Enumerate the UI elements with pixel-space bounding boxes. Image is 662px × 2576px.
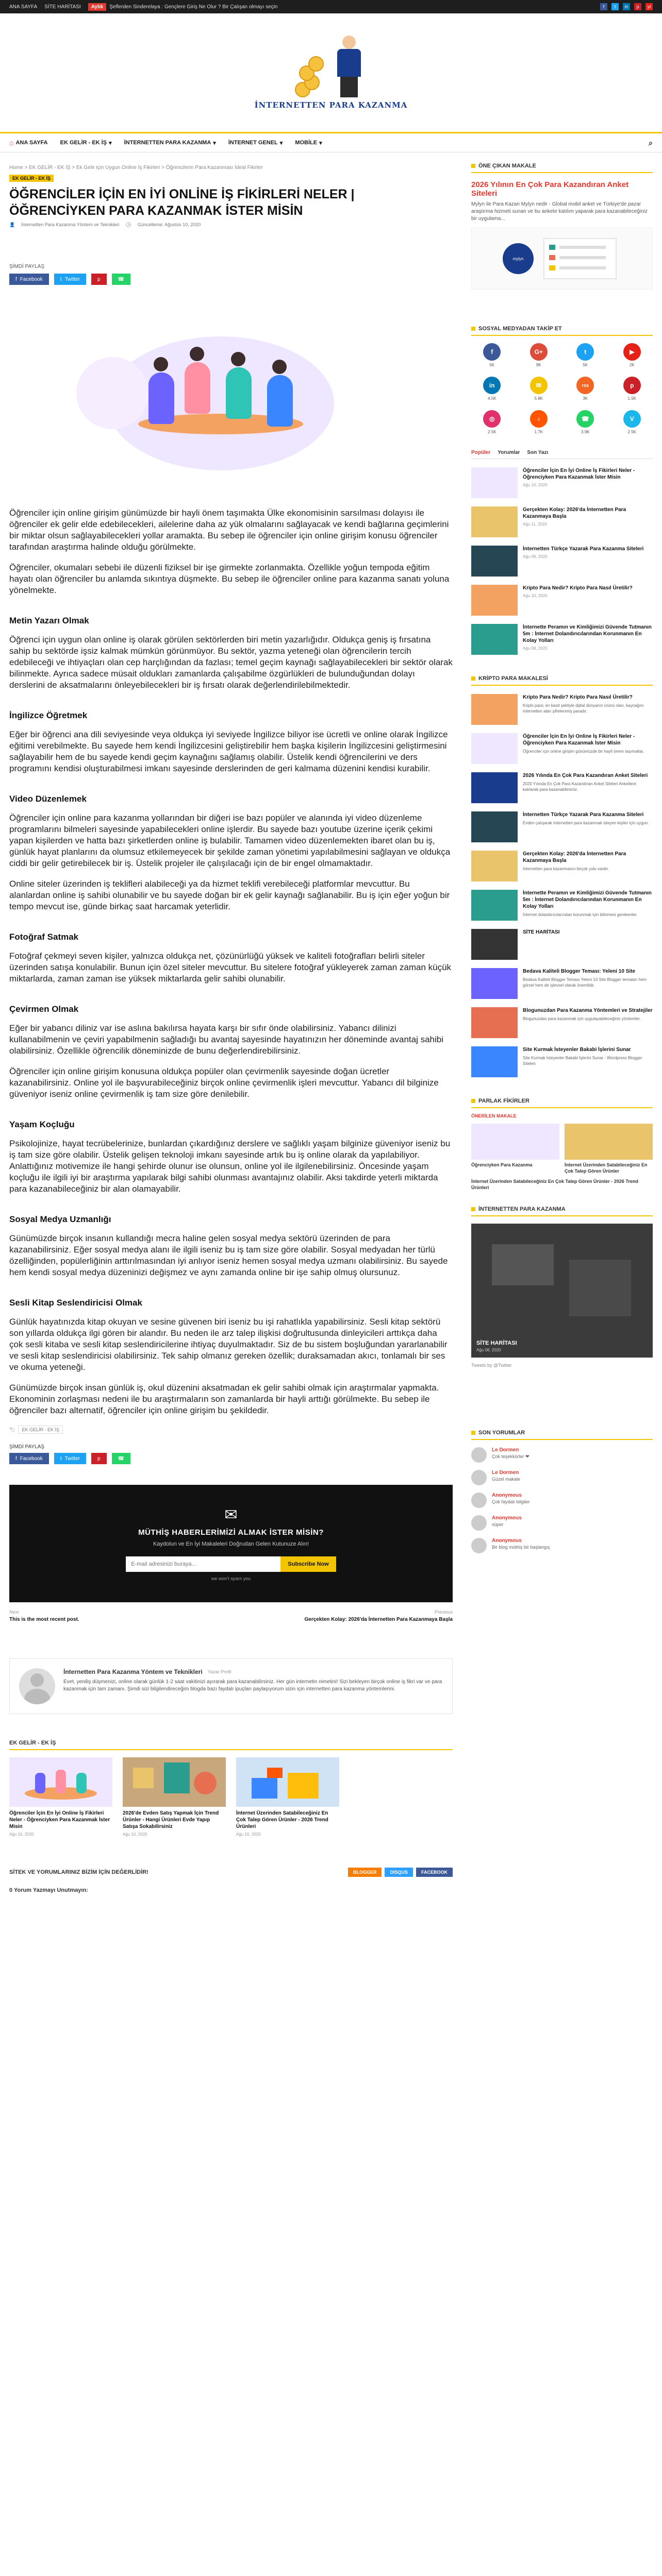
social-counter[interactable] (565, 343, 606, 367)
social-counter[interactable] (565, 377, 606, 401)
next-post-label: Next (9, 1609, 19, 1615)
comment-item[interactable] (471, 1447, 653, 1463)
post-excerpt: Kripto para; en basit şekliyle dijital dünyanın ürünü olan, kaynağını internetten alan şifrelenmiş paradır. (523, 703, 644, 714)
comment-text: Bir blog müthiş bir başlangıç (492, 1545, 551, 1550)
breadcrumb[interactable]: Home > EK GELİR - EK İŞ > Ek Gelir için Uygun Online İş Fikirleri > Öğrencilerin Para Kazanması İdeal Fikirler (9, 165, 263, 171)
section-heading: Sesli Kitap Seslendiricisi Olmak (9, 1298, 142, 1308)
whatsapp-icon: ☎ (118, 276, 124, 282)
envelope-icon: ✉ (224, 1506, 238, 1523)
widget-header (471, 675, 653, 686)
share-buttons-bottom (9, 1453, 453, 1464)
widget-header (471, 1206, 653, 1216)
email-field[interactable] (126, 1556, 280, 1572)
paragraph: Günümüzde birçok insan günlük iş, okul düzenini aksatmadan ek gelir sahibi olmak için araştırmalar yapmakta. Ekonominin zorlaşması nedeni ile bu araştırmaların son zamanlarda bir hayli arttığı görülmekte. Bu sebep ile öğrenciler bazı alternatif, öğrenciler için online girişim bu şekildedir. (9, 1383, 439, 1415)
share-top (9, 264, 453, 269)
featured-caption: SİTE HARİTASI (476, 1340, 517, 1346)
top-bar (0, 0, 662, 13)
post-thumb (471, 968, 518, 999)
comment-author: Anonymous (492, 1515, 522, 1521)
tab-comments[interactable]: Yorumlar (498, 450, 520, 455)
paragraph: Öğrenci için uygun olan online iş olarak görülen sektörlerden biri metin yazarlığıdır. Oldukça geniş iş fırsatına sahip bu sektörde işsiz kalmak mümkün görünmüyor. Bu sektör, yazma yeteneği olan öğrencilerin tercih edebileceği ve ihtiyaçları olan cep harçlığından da fazlası; temel geçim kaynağı sağlayabilecekleri bir sektör olarak bilinmekte. Ayrıca sadece müsait oldukları zamanlarda çalışabilme özgürlükleri de bulunduğundan dolayı derslerini de aksatmalarını önleyebilecekleri bir iş fırsatı olarak değerlendirilebilmektedir. (9, 635, 453, 690)
whatsapp-icon: ☎ (576, 410, 594, 428)
social-counter-grid (471, 343, 653, 434)
comment-system-tabs (348, 1868, 453, 1877)
comment-text: süper (492, 1522, 504, 1527)
post-title: Gerçekten Kolay: 2026'da İnternetten Para Kazanmaya Başla (523, 851, 626, 863)
home-icon: ⌂ (9, 139, 14, 147)
google-plus-icon: G+ (530, 343, 548, 361)
share-label: ŞİMDİ PAYLAŞ (9, 264, 44, 269)
avatar (19, 1668, 55, 1704)
newsletter-form (126, 1556, 336, 1572)
top-link-sitemap[interactable]: SİTE HARİTASI (44, 4, 81, 10)
post-excerpt: İnternet dolandırıcılarından korunmak için bilinmesi gerekenler. (523, 912, 638, 917)
hero-illustration (76, 326, 365, 481)
comment-author: Le Dormen (492, 1447, 519, 1453)
share-facebook-label: Facebook (20, 276, 43, 282)
post-date: Ağu 10, 2020 (523, 483, 548, 487)
tab-blogger[interactable]: BLOGGER (348, 1868, 382, 1877)
list-item[interactable] (471, 968, 653, 999)
social-counter[interactable] (518, 377, 560, 401)
related-card[interactable] (236, 1757, 339, 1837)
post-title: Blogunuzdan Para Kazanma Yöntemleri ve Stratejiler (523, 1008, 653, 1013)
social-counter[interactable] (565, 410, 606, 434)
post-excerpt: İnternetten para kazanmanın birçok yolu vardır. (523, 867, 609, 871)
comment-item[interactable] (471, 1493, 653, 1508)
paragraph: Online siteler üzerinden iş teklifleri alabileceği ya da hizmet teklifi verebileceği platformlar mevcuttur. Bu alanlardan online iş sahibi olunabilir ve bu sayede doğan bir ek gelir kaynağı sağlanabilir. Bu iş için eğer yoğun bir tempo mevcut ise, günde birkaç saat harcamak yeterlidir. (9, 879, 450, 911)
tab-facebook[interactable]: FACEBOOK (416, 1868, 453, 1877)
related-title: 2026'de Evden Satış Yapmak İçin Trend Ürünler - Hangi Ürünleri Evde Yapıp Satışa Sokabilirsiniz (123, 1810, 219, 1829)
comment-text: Çok teşekkürler ❤ (492, 1454, 529, 1459)
newsletter-subtitle: Kaydolun ve En İyi Makaleleri Doğrudan Gelen Kutunuze Alın! (153, 1541, 309, 1547)
avatar (471, 1447, 487, 1463)
social-count: 9K (536, 363, 541, 367)
post-date: Ağu 11, 2020 (523, 522, 548, 527)
social-counter[interactable] (518, 410, 560, 434)
bullet-icon (471, 164, 475, 168)
list-item[interactable] (471, 733, 653, 764)
article-column (9, 152, 453, 1893)
nav-mobile-label: MOBİLE (295, 140, 318, 146)
nav-mobile[interactable] (295, 140, 322, 146)
list-item[interactable] (471, 929, 653, 960)
share-twitter-label: Twitter (64, 276, 80, 282)
tab-popular[interactable]: Popüler (471, 450, 491, 455)
related-card[interactable] (9, 1757, 112, 1837)
widget-header (471, 1098, 653, 1108)
sidebar-tabs (471, 450, 653, 459)
post-date: Ağu 10, 2020 (523, 594, 548, 598)
tag-item[interactable]: EK GELİR - EK İŞ (18, 1426, 63, 1434)
widget-title: SOSYAL MEDYADAN TAKİP ET (478, 326, 562, 332)
section-heading: Fotoğraf Satmak (9, 932, 79, 942)
post-thumb (471, 467, 518, 498)
twitter-icon: t (576, 343, 594, 361)
social-count: 3K (583, 396, 588, 401)
twitter-icon: t (60, 1455, 62, 1462)
social-counter[interactable] (471, 377, 513, 401)
coins-icon (295, 56, 326, 97)
ticker[interactable] (88, 4, 278, 10)
section-heading: Metin Yazarı Olmak (9, 616, 89, 625)
social-counter[interactable] (471, 343, 513, 367)
author-name[interactable]: İnternetten Para Kazanma Yöntem ve Teknikleri (63, 1668, 203, 1675)
featured-card[interactable] (471, 1224, 653, 1358)
post-title: İnternette Peramın ve Kimliğimizi Güvende Tutmanın 5m : İnternet Dolandırıcılarından Korunmanın En Kolay Yolları (523, 890, 652, 909)
comment-item[interactable] (471, 1538, 653, 1553)
featured-article[interactable] (471, 180, 653, 290)
post-author[interactable]: İnternetten Para Kazanma Yöntem ve Teknikleri (21, 222, 120, 227)
paragraph: Günlük hayatınızda kitap okuyan ve sesine güvenen biri iseniz bu işi rahatlıkla yapabilirsiniz. Sesli kitap sektörü son yıllarda oldukça ilgi gören bir alandır. Bu neden ile arz talep ilişkisi doğrultusunda dinleyicileri arttıkça daha çok sesli kitaba ve sesli kitap seslendiricilerine ihtiyaç duyulmaktadır. Siz de bu sistem boşluğundan yararlanabilir ve sesli kitap seslendiricisi olabilirsiniz. Tek sahip olmanız gereken özellik; duraksamadan akıcı, tonlamalı bir ses ve okuma yeteneği. (9, 1317, 448, 1372)
list-item[interactable] (471, 890, 653, 921)
pinterest-icon: p (623, 377, 641, 394)
paragraph: Öğrenciler için online para kazanma yollarından bir diğeri ise bazı popüler ve alanında iyi video düzenleme programlarını bilmeleri sayesinde yapabilecekleri online işlerdir. Bu sayede bazı youtube üzerine içerik çekimi yapan kişilerden ve hatta bazı şirketlerden online iş bulabilir. Tamamen video düzenlemekten ibaret olan bu iş, günlük hayat planlarını da olumsuz etkilemeyecek bir şekilde zaman yönetimi yapılabilmesini sağlayan ve oldukça ciddi bir gelir getirebilecek bir iş. Üstelik projeler ile çalışılacağı için de bir engel olmamaktadır. (9, 813, 451, 868)
previous-post-title: Gerçekten Kolay: 2026'da İnternetten Para Kazanmaya Başla (304, 1617, 453, 1622)
twitter-icon[interactable]: t (611, 3, 619, 10)
paragraph: Eğer bir yabancı diliniz var ise aslına bakılırsa hayata karşı bir sıfır önde olabilirsiniz. Yabancı dilinizi kullanabilmenin ve çeviri yapabilmenin sağladığı bu avantaj sayesinde hayatınızın her döneminde avantaj sahibi olabilirsiniz. Özellikle öğrencilik döneminizde de bunu değerlendirebilirsiniz. (9, 1023, 444, 1056)
social-count: 5K (583, 363, 588, 367)
pinned-caption[interactable]: İnternet Üzerinden Satabileceğiniz En Çok Talep Gören Ürünler - 2026 Trend Ürünleri (471, 1179, 638, 1190)
ticker-label: Aylık (88, 3, 107, 11)
related-header (9, 1740, 453, 1750)
related-title: Öğrenciler İçin En İyi Online İş Fikirleri Neler - Öğrenciyken Para Kazanmak İster Misin (9, 1810, 110, 1829)
share-twitter-button[interactable] (54, 274, 86, 285)
businessman-icon (331, 36, 367, 97)
list-item[interactable] (471, 1007, 653, 1038)
survey-icon (539, 235, 621, 282)
search-icon[interactable]: ⌕ (649, 139, 653, 147)
widget-header (471, 163, 653, 173)
list-item[interactable] (471, 467, 653, 498)
bullet-icon (471, 327, 475, 331)
post-thumb (471, 811, 518, 842)
related-date: Ağu 10, 2020 (123, 1832, 147, 1837)
whatsapp-icon: ☎ (118, 1455, 124, 1462)
facebook-icon[interactable]: f (600, 3, 607, 10)
recent-comments (471, 1447, 653, 1553)
recent-list (471, 694, 653, 1077)
pinned-tab[interactable]: ÖNERİLEN MAKALE (471, 1113, 517, 1118)
vimeo-icon: V (623, 410, 641, 428)
post-thumb (471, 890, 518, 921)
next-post[interactable] (9, 1609, 164, 1622)
pinterest-icon[interactable]: p (634, 3, 641, 10)
pinned-thumb (471, 1124, 559, 1160)
pinned-card[interactable] (471, 1124, 559, 1174)
related-title: İnternet Üzerinden Satabileceğiniz En Çok Talep Gören Ürünler - 2026 Trend Ürünleri (236, 1810, 328, 1829)
bullet-icon (471, 676, 475, 681)
mail-icon: ✉ (530, 377, 548, 394)
top-link-home[interactable]: ANA SAYFA (9, 4, 38, 10)
post-thumb (471, 733, 518, 764)
post-thumb (471, 1046, 518, 1077)
comment-author: Le Dormen (492, 1470, 519, 1476)
main-nav (0, 132, 662, 152)
newsletter-title: MÜTHİŞ HABERLERİMİZİ ALMAK İSTER MİSİN? (138, 1528, 324, 1537)
nav-home-label: ANA SAYFA (15, 140, 48, 146)
popular-list (471, 467, 653, 655)
soundcloud-icon: ♪ (530, 410, 548, 428)
nav-internet[interactable] (228, 140, 283, 146)
comment-author: Anonymous (492, 1493, 522, 1498)
ticker-text: Şeflerden Sinderelaya : Gençlere Giriş Ne Olur ? Bir Çalışan olmayı seçin (109, 4, 278, 10)
tab-disqus[interactable]: DISQUS (385, 1868, 413, 1877)
social-count: 2.5K (488, 430, 496, 434)
article-body (9, 507, 453, 1416)
pinned-title: Öğrenciyken Para Kazanma (471, 1162, 533, 1167)
facebook-icon: f (15, 276, 17, 282)
sidebar (471, 152, 653, 1893)
post-title: SİTE HARİTASI (523, 929, 560, 935)
post-thumb (471, 624, 518, 655)
post-title: Site Kurmak İsteyenler Bakabi İşlerini Sunar (523, 1047, 631, 1053)
post-thumb (471, 585, 518, 616)
page-title: ÖĞRENCİLER İÇİN EN İYİ ONLİNE İŞ FİKİRLERİ NELER | ÖĞRENCİYKEN PARA KAZANMAK İSTER MİSİN (9, 187, 355, 218)
social-count: 4.5K (488, 396, 496, 401)
paragraph: Öğrenciler için online girişim günümüzde bir hayli önem taşımakta Ülke ekonomisinin sarsılması dolayısı ile öğrenciler ek gelir elde edebilecekleri, ailelerine daha az yük olmalarını sağlayacak ve kendi bağlarına geçimlerini bir miktar olsun sağlayabilecekleri yollar aramakta. Bu sebep ile öğrenciler için online girişim konusu öğrenciler tarafından araştırma halinde olduğu görülmekte. (9, 508, 449, 552)
share-whatsapp-button[interactable] (112, 1453, 130, 1464)
post-title: İnternette Peramın ve Kimliğimizi Güvende Tutmanın 5m : İnternet Dolandırıcılarından Korunmanın En Kolay Yolları (523, 624, 652, 643)
pinterest-icon: p (97, 276, 101, 282)
post-thumb (471, 506, 518, 537)
related-thumb (236, 1757, 339, 1807)
nav-extra-income[interactable] (60, 140, 112, 146)
nav-make-money-label: İNTERNETTEN PARA KAZANMA (124, 140, 211, 146)
comment-author: Anonymous (492, 1538, 522, 1544)
facebook-icon: f (15, 1455, 17, 1462)
list-item[interactable] (471, 546, 653, 577)
social-counter[interactable] (611, 410, 653, 434)
post-thumb (471, 929, 518, 960)
share-facebook-label: Facebook (20, 1455, 43, 1462)
post-thumb (471, 694, 518, 725)
social-counter[interactable] (611, 343, 653, 367)
previous-post[interactable] (298, 1609, 453, 1622)
paragraph: Öğrenciler için online girişim konusuna oldukça popüler olan çevirmenlik sayesinde doğan ücretler kazanabilirsiniz. Online yol ile başvurabileceğiniz birçok online çevirmenlik işleri mevcuttur. Yabancı dil bilginize güveniyor iseniz online çevirmenlik iş tam size göre denilebilir. (9, 1066, 439, 1099)
youtube-icon[interactable]: yt (646, 3, 653, 10)
nav-home[interactable] (9, 139, 48, 147)
share-label: ŞİMDİ PAYLAŞ (9, 1444, 44, 1450)
featured-image (471, 1224, 653, 1358)
social-counter[interactable] (471, 410, 513, 434)
post-date: Ağu 08, 2020 (523, 646, 548, 651)
site-header (0, 13, 662, 132)
pinned-row (471, 1124, 653, 1174)
tab-recent[interactable]: Son Yazı (527, 450, 549, 455)
nav-internet-label: İNTERNET GENEL (228, 140, 278, 146)
list-item[interactable] (471, 851, 653, 882)
post-thumb (471, 772, 518, 803)
list-item[interactable] (471, 506, 653, 537)
bullet-icon (471, 1431, 475, 1435)
widget-header (471, 326, 653, 336)
social-count: 1.7K (534, 430, 543, 434)
social-count: 5.8K (534, 396, 543, 401)
comments-header (9, 1868, 453, 1877)
newsletter-box (9, 1485, 453, 1602)
post-date: Güncelleme: Ağustos 10, 2020 (137, 222, 201, 227)
related-date: Ağu 10, 2020 (236, 1832, 261, 1837)
widget-title: PARLAK FİKİRLER (478, 1098, 529, 1104)
post-title: Kripto Para Nedir? Kripto Para Nasıl Üretilir? (523, 585, 633, 591)
social-count: 2.5K (627, 430, 636, 434)
linkedin-icon: in (483, 377, 501, 394)
related-thumb (9, 1757, 112, 1807)
widget-title: SON YORUMLAR (478, 1430, 525, 1436)
share-twitter-button[interactable] (54, 1453, 86, 1464)
list-item[interactable] (471, 624, 653, 655)
comment-text: Çok faydalı bilgiler (492, 1499, 530, 1504)
avatar (471, 1493, 487, 1508)
list-item[interactable] (471, 585, 653, 616)
chevron-down-icon: ▾ (109, 140, 112, 146)
share-bottom (9, 1444, 453, 1450)
list-item[interactable] (471, 811, 653, 842)
mylyn-logo: mylyn (503, 243, 534, 274)
avatar (471, 1515, 487, 1531)
tag-icon: 🏷 (9, 1427, 15, 1432)
list-item[interactable] (471, 772, 653, 803)
post-thumb (471, 851, 518, 882)
section-heading: İngilizce Öğretmek (9, 710, 88, 720)
post-excerpt: Öğrenciler için online girişim günümüzde bir hayli önem taşımakta. (523, 749, 644, 754)
post-title: Kripto Para Nedir? Kripto Para Nasıl Üretilir? (523, 694, 633, 700)
comments-title: SİTEK VE YORUMLARINIZ BİZİM İÇİN DEĞERLİDİR! (9, 1869, 148, 1875)
pinned-title: İnternet Üzerinden Satabileceğiniz En Çok Talep Gören Ürünler (565, 1162, 648, 1174)
share-facebook-button[interactable] (9, 1453, 49, 1464)
avatar (471, 1470, 487, 1485)
comment-count: 0 Yorum Yazmayı Unutmayın: (9, 1887, 88, 1893)
previous-post-label: Previous (434, 1609, 453, 1615)
youtube-icon: ▶ (623, 343, 641, 361)
author-box (9, 1658, 453, 1714)
post-navigation (9, 1609, 453, 1622)
clock-icon: 🕓 (125, 222, 131, 227)
post-title: Gerçekten Kolay: 2026'da İnternetten Para Kazanmaya Başla (523, 507, 626, 519)
subscribe-button[interactable]: Subscribe Now (280, 1556, 336, 1572)
paragraph: Psikolojinize, hayat tecrübelerinize, bunlardan çıkardığınız derslere ve sağlıklı yaşam bilginize güveniyor iseniz bu iş tam size göre olabilir. Üstelik gelişen teknoloji imkanı sayesinde artık bu iş online olarak da yapılabiliyor. Anlattığınız motivemize ile hangi şehirde olunur ise olunsun, online yol ile ilgilenebilirsiniz. Öncesinde yaşam koçluğu ile ilgili iyi bir araştırma yapılarak bilgi sahibi olunması avantajınız olabilir. Aksi takdirde yeterli miktarda para kazanabileceğiniz bir alan olamayabilir. (9, 1139, 451, 1194)
paragraph: Öğrenciler, okumaları sebebi ile düzenli fiziksel bir işe girmekte zorlanmakta. Özellikle yoğun tempoda eğitim hayatı olan öğrenciler bu anlamda sıkıntıya düşmekte. Bu sebep ile öğrenciler online para kazanma sanatı yoluna yönelmekte. (9, 563, 450, 595)
pinned-thumb (565, 1124, 653, 1160)
paragraph: Eğer bir öğrenci ana dili seviyesinde veya oldukça iyi seviyede İngilizce biliyor ise ücretli ve online olarak İngilizce eğitimi verebilmekte. Bu sayede hem kendi İngilizcesini geliştirebilir hem başka kişilerin İngilizcesini geliştirmesini sağlayabilir hem de bu sayede kendi geçim kaynağını sağlamış olabilir. Üstelik kendi öğrencilerini ve ders programını kendisi oluşturabilmesi imkanı sayesinde derslerinden de geri kalmama düzenini kendisi kurabilir. (9, 730, 448, 773)
post-excerpt: Blogunuzdan para kazanmak için uygulayabileceğiniz yöntemler. (523, 1016, 641, 1021)
avatar (471, 1538, 487, 1553)
category-badge[interactable]: EK GELİR - EK İŞ (9, 175, 54, 182)
related-tab[interactable]: EK GELİR - EK İŞ (9, 1740, 56, 1746)
share-pinterest-button[interactable] (91, 274, 107, 285)
section-heading: Sosyal Medya Uzmanlığı (9, 1214, 111, 1224)
post-title: Bedava Kaliteli Blogger Teması: Yeleni 10 Site (523, 969, 636, 974)
related-date: Ağu 10, 2020 (9, 1832, 34, 1837)
author-icon: 👤 (9, 222, 15, 227)
social-counter[interactable] (518, 343, 560, 367)
facebook-icon: f (483, 343, 501, 361)
social-count: 3.9K (581, 430, 590, 434)
site-logo[interactable] (295, 36, 367, 97)
widget-header (471, 1430, 653, 1440)
newsletter-note: we won't spam you (211, 1576, 251, 1581)
post-excerpt: Evden çalışarak internetten para kazanmak isteyen kişiler için uygun. (523, 821, 649, 825)
author-description: Evet, yeniliş düşmenizi, online olarak günlük 1-2 saat vakitinizi ayırarak para kazanabilirsiniz. Her gün internetin nimetini! Sizi bekleyen birçok online iş fikri var ve para kazanmak için tam zamanı. Şimdi sizi bilgilendireceğim blogda bazı faydalı ipuçları paylaşıyorum sizin için internetten para kazanma yöntemlerini. (63, 1679, 442, 1692)
social-count: 2K (629, 363, 635, 367)
comment-text: Güzel makale (492, 1477, 521, 1482)
share-whatsapp-button[interactable] (112, 274, 130, 285)
nav-make-money[interactable] (124, 140, 216, 146)
list-item[interactable] (471, 694, 653, 725)
share-facebook-button[interactable] (9, 274, 49, 285)
section-heading: Yaşam Koçluğu (9, 1120, 75, 1129)
share-twitter-label: Twitter (64, 1455, 80, 1462)
section-heading: Çevirmen Olmak (9, 1004, 79, 1014)
twitter-follow[interactable]: Tweets by @Twitter (471, 1363, 512, 1368)
share-pinterest-button[interactable] (91, 1453, 107, 1464)
nav-extra-income-label: EK GELİR - EK İŞ (60, 140, 107, 146)
author-profile-link[interactable]: Yazar Profil (207, 1669, 231, 1674)
comment-item[interactable] (471, 1515, 653, 1531)
bullet-icon (471, 1207, 475, 1211)
featured-title: 2026 Yılının En Çok Para Kazandıran Anket Siteleri (471, 180, 629, 198)
logo-text: İNTERNETTEN PARA KAZANMA (254, 100, 408, 110)
top-social (600, 3, 653, 10)
post-title: 2026 Yılında En Çok Para Kazandıran Anket Siteleri (523, 773, 648, 778)
post-thumb (471, 546, 518, 577)
section-heading: Video Düzenlemek (9, 794, 87, 804)
featured-image (471, 228, 653, 290)
bullet-icon (471, 1099, 475, 1103)
post-title: İnternetten Türkçe Yazarak Para Kazanma Siteleri (523, 546, 644, 552)
post-date: Ağu 09, 2020 (523, 554, 548, 559)
next-post-title: This is the most recent post. (9, 1617, 79, 1622)
chevron-down-icon: ▾ (279, 140, 283, 146)
comment-item[interactable] (471, 1470, 653, 1485)
widget-title: KRİPTO PARA MAKALESİ (478, 675, 548, 682)
featured-desc: Mylyn ile Para Kazan Mylyn nedir - Global mobil anket ve Türkiye'de pazar araştırma hizmeti sunan ve bu ankete katılım yaparak para kazanabileceğiniz bir uygulama... (471, 201, 648, 222)
social-count: 1.5K (627, 396, 636, 401)
post-excerpt: Bedava Kaliteli Blogger Teması Yeleni 10 Site Blogger temaları hem görsel hem de işlevsel olarak önemlidir. (523, 977, 647, 988)
linkedin-icon[interactable]: in (623, 3, 630, 10)
paragraph: Fotoğraf çekmeyi seven kişiler, yalnızca oldukça net, çözünürlüğü yüksek ve kaliteli fotoğrafları belirli siteler üzerinden satışa konulabilir. Bunun için özel siteler mevcuttur. Bu sitelere fotoğraf yükleyerek zaman zaman küçük miktarlarda, zaman zaman ise yüksek miktarlarda gelir sahibi olunabilir. (9, 951, 452, 984)
instagram-icon: ◎ (483, 410, 501, 428)
pinned-card[interactable] (565, 1124, 653, 1174)
related-posts (9, 1757, 453, 1837)
featured-date: Ağu 08, 2020 (476, 1348, 501, 1352)
post-title: Öğrenciler İçin En İyi Online İş Fikirleri Neler - Öğrenciyken Para Kazanmak İster Misin (523, 468, 635, 480)
related-card[interactable] (123, 1757, 226, 1837)
paragraph: Günümüzde birçok insanın kullandığı mecra haline gelen sosyal medya sektörü üzerinden de para kazanabilirsiniz. Eğer sosyal medya alanı ile ilgili iseniz bu iş tam size göre olabilir. Sosyal medyadan her türlü özelliğinden, popülerliğinin arttırılmasından iyi anlıyor iseniz hemen sosyal medya uzmanı olabilirsiniz. Bu sayede hem kendi sosyal medya düzeninizi değişmez ve aynı zamanda online bir işe sahip olmuş olursunuz. (9, 1233, 448, 1277)
social-count: 5K (489, 363, 495, 367)
post-excerpt: 2020 Yılında En Çok Para Kazandıran Anket Siteleri Anketlere katılarak para kazanabilirsiniz. (523, 782, 636, 792)
chevron-down-icon: ▾ (319, 140, 322, 146)
post-tags (9, 1426, 453, 1434)
related-thumb (123, 1757, 226, 1807)
share-buttons (9, 274, 453, 285)
post-thumb (471, 1007, 518, 1038)
chevron-down-icon: ▾ (213, 140, 216, 146)
list-item[interactable] (471, 1046, 653, 1077)
widget-title: ÖNE ÇIKAN MAKALE (478, 163, 536, 169)
widget-title: İNTERNETTEN PARA KAZANMA (478, 1206, 566, 1212)
rss-icon: rss (576, 377, 594, 394)
post-title: İnternetten Türkçe Yazarak Para Kazanma Siteleri (523, 812, 644, 818)
post-excerpt: Site Kurmak İsteyenler Bakabi İşlerini Sunar - Wordpress Blogger Siteleri. (523, 1056, 642, 1066)
social-counter[interactable] (611, 377, 653, 401)
post-title: Öğrenciler İçin En İyi Online İş Fikirleri Neler - Öğrenciyken Para Kazanmak İster Misin (523, 734, 635, 746)
pinterest-icon: p (97, 1455, 101, 1462)
post-meta (9, 222, 453, 228)
twitter-icon: t (60, 276, 62, 282)
